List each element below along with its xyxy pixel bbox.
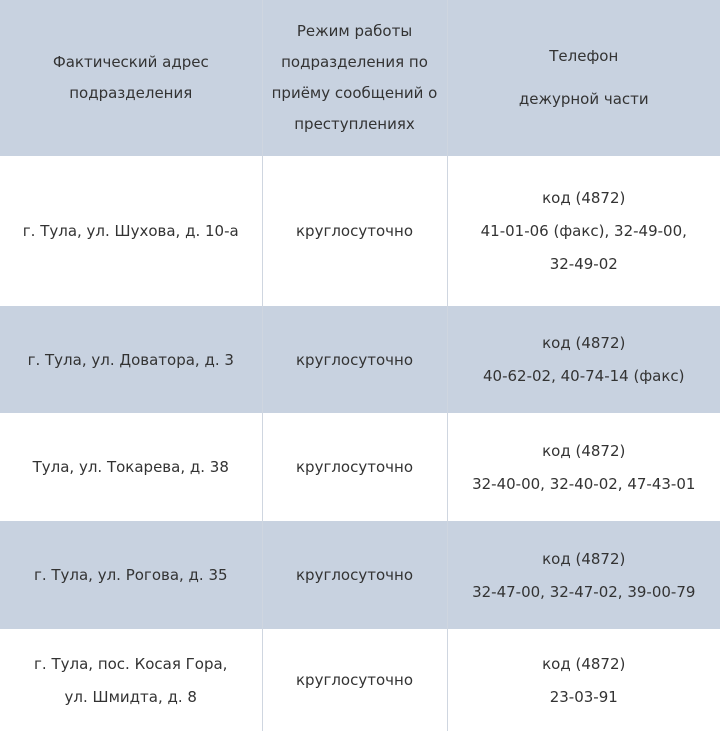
phone-line: 32-40-00, 32-40-02, 47-43-01 [472,474,696,493]
phone-cell [447,629,720,731]
phone-line: 40-62-02, 40-74-14 (факс) [482,367,685,385]
header-schedule-line: преступлениях [294,115,415,133]
phone-cell [447,413,720,521]
phone-cell [447,306,720,413]
address-line: г. Тула, ул. Шухова, д. 10-а [22,222,239,240]
schedule-cell: круглосуточно [262,629,447,731]
table-row [0,156,720,306]
table-row [0,629,720,731]
address-cell [0,306,262,413]
table-row [0,521,720,629]
header-schedule-line: Режим работы [296,22,413,40]
header-phone-line: Телефон [549,47,619,65]
address-line: г. Тула, ул. Доватора, д. 3 [27,350,234,369]
phone-line: код (4872) [542,334,626,352]
address-line: г. Тула, ул. Рогова, д. 35 [33,566,228,584]
table-row [0,413,720,521]
phone-line: 41-01-06 (факс), 32-49-00, [480,222,687,240]
header-phone [447,0,720,156]
address-cell [0,521,262,629]
address-cell [0,629,262,731]
phone-cell [447,521,720,629]
table-row [0,306,720,413]
phone-line: код (4872) [542,654,626,673]
address-line: ул. Шмидта, д. 8 [64,687,197,706]
phone-line: код (4872) [542,441,626,460]
phone-line: 32-49-02 [549,255,618,273]
header-schedule [262,0,447,156]
table-header-row [0,0,720,156]
phone-line: 32-47-00, 32-47-02, 39-00-79 [472,582,696,601]
schedule-cell: круглосуточно [262,413,447,521]
address-line: Тула, ул. Токарева, д. 38 [32,458,229,476]
schedule-cell: круглосуточно [262,156,447,306]
header-schedule-line: подразделения по [281,53,428,71]
header-phone-line: дежурной части [518,90,649,108]
phone-cell [447,156,720,306]
header-address-line: подразделения [69,84,193,102]
phone-line: код (4872) [542,189,626,207]
schedule-cell: круглосуточно [262,306,447,413]
phone-line: код (4872) [542,549,626,568]
schedule-cell: круглосуточно [262,521,447,629]
header-address-line: Фактический адрес [52,53,209,71]
address-cell [0,156,262,306]
header-address [0,0,262,156]
phone-line: 23-03-91 [549,687,618,706]
address-line: г. Тула, пос. Косая Гора, [34,654,228,673]
header-schedule-line: приёму сообщений о [271,84,438,102]
address-cell [0,413,262,521]
